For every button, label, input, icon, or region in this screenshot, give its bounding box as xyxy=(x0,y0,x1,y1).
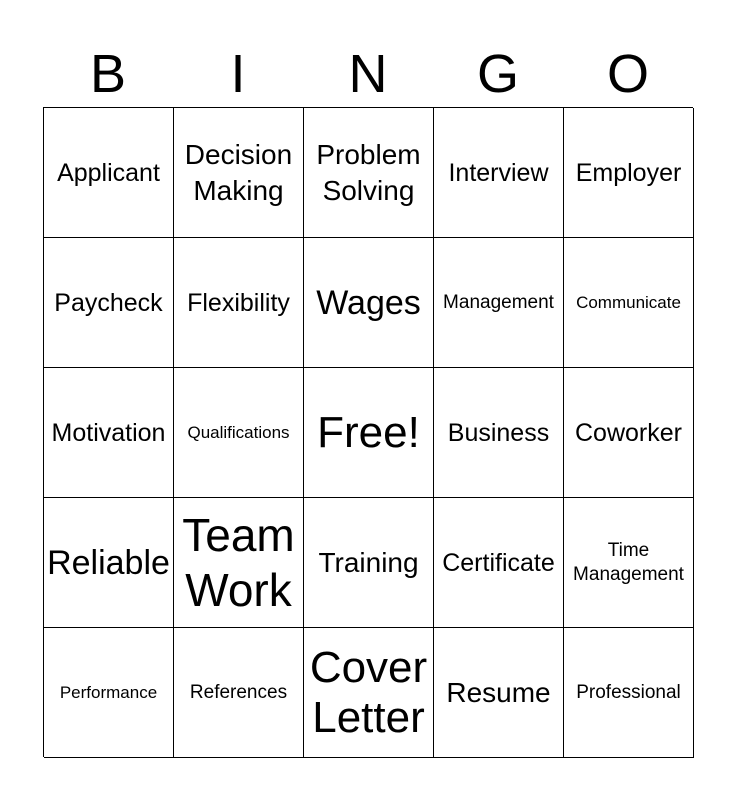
bingo-cell[interactable] xyxy=(304,108,434,238)
bingo-cell-label: Business xyxy=(447,418,550,447)
bingo-cell-label: Qualifications xyxy=(187,423,290,442)
bingo-cell[interactable] xyxy=(434,628,564,758)
bingo-cell-label: Employer xyxy=(575,158,682,187)
bingo-cell[interactable] xyxy=(434,498,564,628)
bingo-cell[interactable] xyxy=(564,368,694,498)
bingo-card-grid xyxy=(43,107,693,757)
bingo-cell-label: Reliable xyxy=(47,543,170,582)
bingo-cell-label: Problem Solving xyxy=(316,138,421,206)
bingo-cell-label: Paycheck xyxy=(54,288,163,317)
header-letter-i: I xyxy=(230,44,246,104)
bingo-header xyxy=(43,42,693,106)
bingo-cell[interactable] xyxy=(304,498,434,628)
bingo-cell[interactable] xyxy=(564,238,694,368)
header-letter-n: N xyxy=(348,44,388,104)
bingo-cell-label: Interview xyxy=(448,158,549,187)
bingo-cell-label: Cover Letter xyxy=(309,642,428,742)
bingo-cell-label: Management xyxy=(443,291,554,313)
bingo-cell-label: Motivation xyxy=(51,418,166,447)
bingo-cell[interactable] xyxy=(44,368,174,498)
bingo-cell[interactable] xyxy=(174,368,304,498)
bingo-cell-label: Training xyxy=(318,546,419,578)
bingo-cell[interactable] xyxy=(44,238,174,368)
header-letter-o: O xyxy=(606,44,649,104)
bingo-cell[interactable] xyxy=(44,108,174,238)
bingo-cell-label: References xyxy=(189,681,288,703)
bingo-cell[interactable] xyxy=(564,108,694,238)
bingo-cell-label: Applicant xyxy=(57,158,160,187)
bingo-cell-label: Professional xyxy=(576,681,681,703)
bingo-cell-label: Free! xyxy=(317,407,420,457)
bingo-cell-label: Communicate xyxy=(576,293,681,312)
bingo-cell[interactable] xyxy=(564,498,694,628)
bingo-cell[interactable] xyxy=(174,108,304,238)
header-letter-b: B xyxy=(89,44,127,104)
bingo-cell[interactable] xyxy=(304,628,434,758)
bingo-cell[interactable] xyxy=(434,238,564,368)
bingo-cell-label: Team Work xyxy=(182,508,295,616)
bingo-cell[interactable] xyxy=(174,238,304,368)
bingo-cell[interactable] xyxy=(434,368,564,498)
bingo-cell-label: Performance xyxy=(59,683,158,702)
bingo-cell-label: Wages xyxy=(316,283,421,322)
header-letter-g: G xyxy=(476,44,519,104)
bingo-cell[interactable] xyxy=(434,108,564,238)
bingo-cell[interactable] xyxy=(44,628,174,758)
bingo-cell[interactable] xyxy=(304,368,434,498)
bingo-cell[interactable] xyxy=(44,498,174,628)
bingo-cell[interactable] xyxy=(304,238,434,368)
bingo-cell-label: Decision Making xyxy=(184,138,293,206)
bingo-cell-label: Certificate xyxy=(442,548,555,577)
bingo-cell[interactable] xyxy=(174,498,304,628)
bingo-cell-label: Resume xyxy=(446,676,551,708)
bingo-cell-label: Flexibility xyxy=(187,288,290,317)
bingo-cell[interactable] xyxy=(174,628,304,758)
bingo-cell-label: Coworker xyxy=(575,418,682,447)
bingo-cell[interactable] xyxy=(564,628,694,758)
bingo-cell-label: Time Management xyxy=(573,539,684,585)
